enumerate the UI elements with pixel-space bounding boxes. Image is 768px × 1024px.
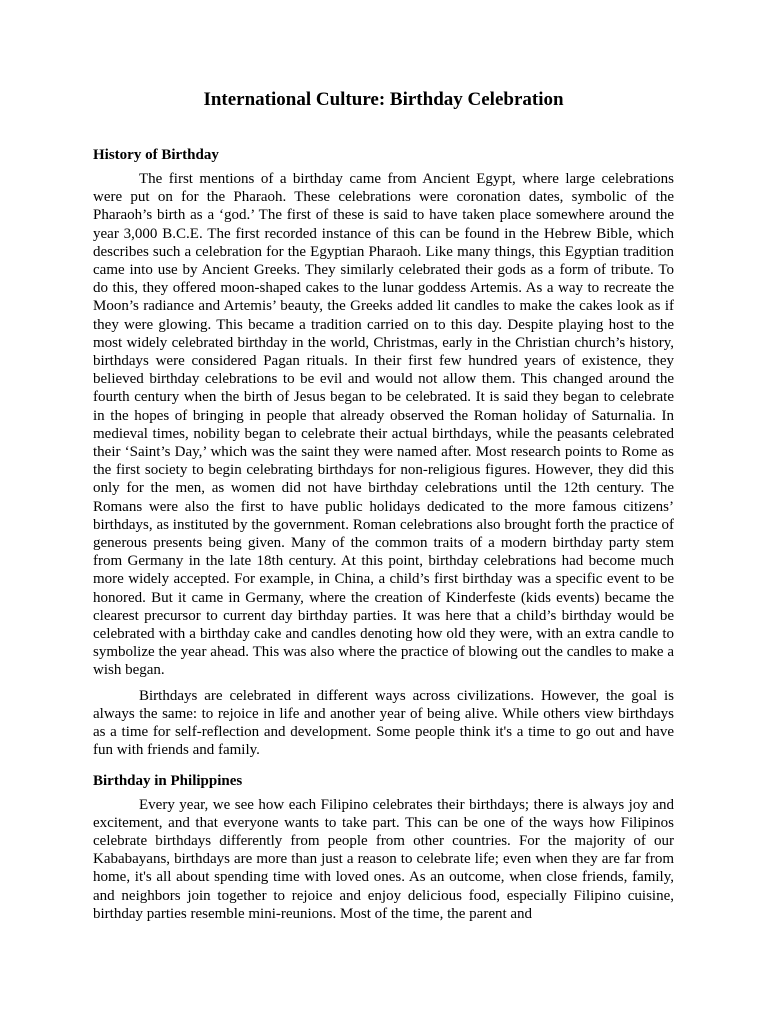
section-heading-philippines: Birthday in Philippines — [93, 772, 243, 789]
section-philippines — [93, 772, 674, 923]
section-heading-history: History of Birthday — [93, 147, 219, 163]
paragraph: The first mentions of a birthday came from Ancient Egypt, where large celebrations were put on for the Pharaoh. These celebrations were coronation dates, symbolic of the Pharaoh’s birth as a ‘god.’ The first of these is said to have taken place somewhere around the year 3,000 B.C.E. The first recorded instance of this can be found in the Hebrew Bible, which describes such a celebration for the Egyptian Pharaoh. Like many things, this Egyptian tradition came into use by Ancient Greeks. They similarly celebrated their gods as a form of tribute. To do this, they offered moon-shaped cakes to the lunar goddess Artemis. As a way to recreate the Moon’s radiance and Artemis’ beauty, the Greeks added lit candles to make the cakes look as if they were glowing. This became a tradition carried on to this day. Despite playing host to the most widely celebrated birthday in the world, Christmas, early in the Christian church’s history, birthdays were considered Pagan rituals. In their first few hundred years of existence, they believed birthday celebrations to be evil and would not allow them. This changed around the fourth century when the birth of Jesus began to be celebrated. It is said they began to celebrate in the hopes of bringing in people that already observed the Roman holiday of Saturnalia. In medieval times, nobility began to celebrate their actual birthdays, while the peasants celebrated their ‘Saint’s Day,’ which was the saint they were named after. Most research points to Rome as the first society to begin celebrating birthdays for non-religious figures. However, they did this only for the men, as women did not have birthday celebrations until the 12th century. The Romans were also the first to have public holidays dedicated to the more famous citizens’ birthdays, as instituted by the government. Roman celebrations also brought forth the practice of generous presents being given. Many of the common traits of a modern birthday party stem from Germany in the late 18th century. At this point, birthday celebrations had become much more widely accepted. For example, in China, a child’s first birthday was a specific event to be honored. But it came in Germany, where the creation of Kinderfeste (kids events) became the clearest precursor to current day birthday parties. It was here that a child’s birthday would be celebrated with a birthday cake and candles denoting how old they were, with an extra candle to symbolize the year ahead. This was also where the practice of blowing out the candles to make a wish began. — [93, 171, 674, 679]
document-title: International Culture: Birthday Celebration — [203, 89, 564, 110]
section-history — [93, 146, 674, 760]
paragraph: Every year, we see how each Filipino celebrates their birthdays; there is always joy and excitement, and that everyone wants to take part. This can be one of the ways how Filipinos celebrate birthdays differently from people from other countries. For the majority of our Kababayans, birthdays are more than just a reason to celebrate life; even when they are far from home, it's all about spending time with loved ones. As an outcome, when close friends, family, and neighbors join together to rejoice and enjoy delicious food, especially Filipino cuisine, birthday parties resemble mini-reunions. Most of the time, the parent and — [93, 796, 674, 922]
document-page — [93, 88, 674, 930]
paragraph: Birthdays are celebrated in different ways across civilizations. However, the goal is always the same: to rejoice in life and another year of being alive. While others view birthdays as a time for self-reflection and development. Some people think it's a time to go out and have fun with friends and family. — [93, 687, 674, 759]
